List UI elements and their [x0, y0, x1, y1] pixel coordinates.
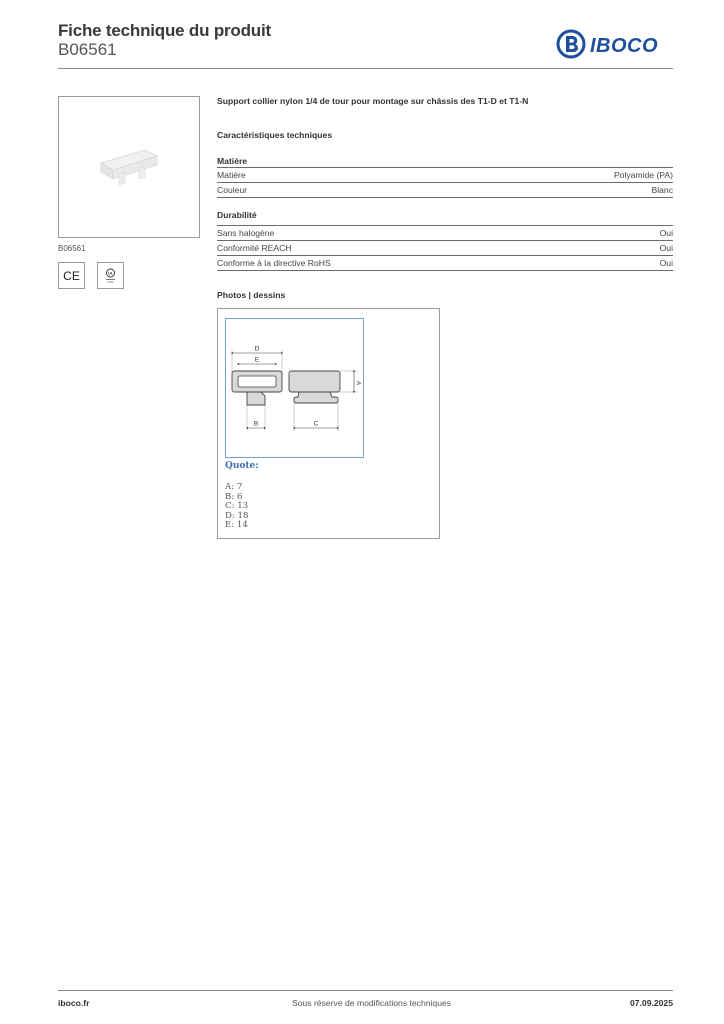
photos-title: Photos | dessins [217, 290, 286, 300]
footer-date: 07.09.2025 [629, 998, 673, 1008]
spec-table-material [217, 167, 673, 198]
specs-title: Caractéristiques techniques [217, 130, 333, 140]
header-divider [58, 68, 673, 69]
product-part-image [101, 150, 157, 185]
dim-label-a: A [354, 380, 362, 386]
footer-notice: Sous réserve de modifications techniques [292, 998, 452, 1008]
iboco-logo [556, 29, 674, 59]
spec-label: Matière [217, 168, 371, 183]
quote-list [225, 483, 248, 531]
list-item: A: 7 [225, 482, 243, 492]
footer-divider [58, 990, 673, 991]
spec-group-title: Durabilité [217, 210, 257, 220]
spec-value: Oui [625, 241, 673, 256]
logo-wordmark: IBOCO [590, 35, 659, 57]
table-row [217, 256, 673, 271]
spec-label: Couleur [217, 183, 371, 198]
spec-label: Conforme à la directive RoHS [217, 256, 625, 271]
product-caption: B06561 [58, 244, 86, 253]
spec-table-durability [217, 225, 673, 271]
list-item: C: 13 [225, 501, 249, 512]
table-row [217, 168, 673, 183]
spec-value: Polyamide (PA) [371, 168, 673, 183]
footer-site: iboco.fr [58, 998, 90, 1008]
technical-drawing [225, 318, 364, 458]
ce-mark-icon [58, 262, 85, 289]
product-code: B06561 [58, 40, 117, 59]
ul-mark-text: UL [107, 270, 114, 276]
spec-value: Blanc [371, 183, 673, 198]
dim-label-d: D [254, 345, 260, 353]
quote-title: Quote: [225, 461, 259, 471]
table-row [217, 226, 673, 241]
table-row [217, 183, 673, 198]
dim-label-c: C [313, 420, 319, 428]
dim-label-e: E [254, 356, 260, 364]
spec-group-title: Matière [217, 156, 248, 166]
spec-value: Oui [625, 226, 673, 241]
product-photo [58, 96, 200, 238]
dim-label-b: B [253, 420, 259, 428]
table-row [217, 241, 673, 256]
product-description: Support collier nylon 1/4 de tour pour montage sur châssis des T1-D et T1-N [217, 96, 529, 106]
page-title: Fiche technique du produit [58, 21, 271, 40]
spec-label: Conformité REACH [217, 241, 625, 256]
ul-mark-icon [97, 262, 124, 289]
ce-mark-text: CE [63, 269, 80, 283]
list-item: B: 6 [225, 491, 243, 502]
spec-value: Oui [625, 256, 673, 271]
list-item: E: 14 [225, 520, 248, 531]
list-item: D: 18 [225, 510, 249, 521]
spec-label: Sans halogène [217, 226, 625, 241]
